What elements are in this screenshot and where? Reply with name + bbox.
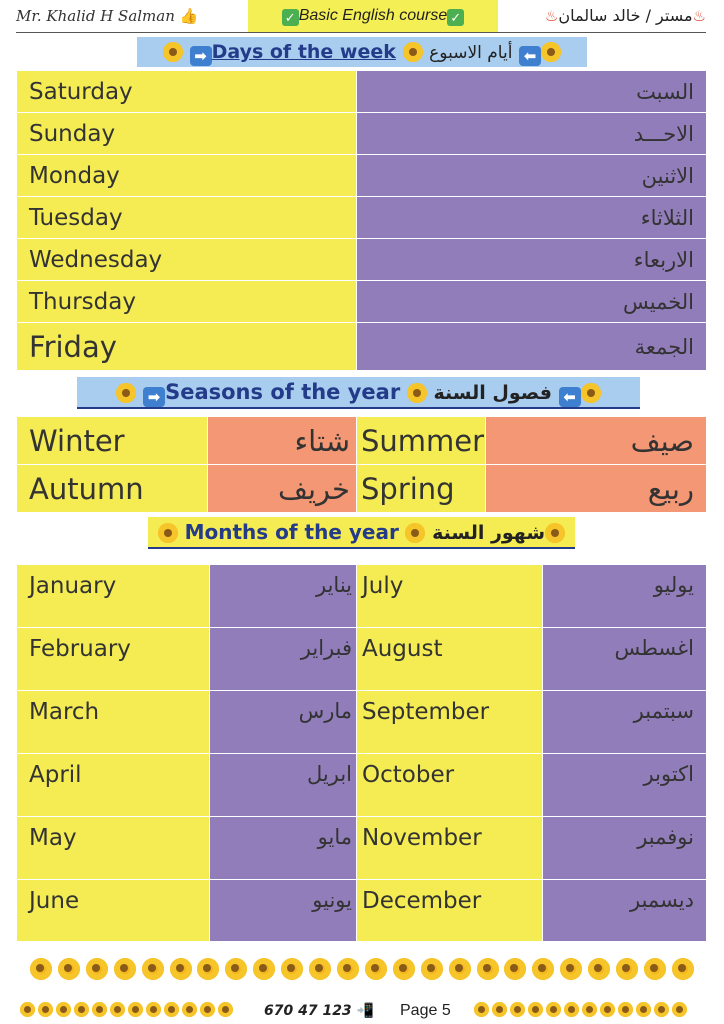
sunflower-icon [403, 42, 423, 62]
month-english: May [17, 817, 210, 880]
season-english: Winter [17, 417, 208, 465]
season-english: Summer [357, 417, 486, 465]
sunflower-icon [407, 383, 427, 403]
sunflower-icon [142, 958, 164, 980]
month-arabic: يوليو [543, 565, 707, 628]
day-english: Friday [17, 323, 357, 371]
sunflower-icon [616, 958, 638, 980]
day-arabic: السبت [357, 71, 707, 113]
sunflower-icon [182, 1002, 197, 1017]
sunflower-icon [560, 958, 582, 980]
table-row [17, 281, 707, 323]
days-table [16, 70, 707, 371]
page-number: Page 5 [400, 1002, 451, 1019]
day-arabic: الاحـــد [357, 113, 707, 155]
day-english: Sunday [17, 113, 357, 155]
season-arabic: خريف [208, 465, 357, 513]
sunflower-icon [163, 42, 183, 62]
check-icon: ✓ [282, 9, 299, 26]
day-english: Monday [17, 155, 357, 197]
table-row [17, 880, 707, 942]
sunflower-icon [545, 523, 565, 543]
sunflower-icon [393, 958, 415, 980]
sunflower-icon [146, 1002, 161, 1017]
table-row [17, 628, 707, 691]
check-icon: ✓ [447, 9, 464, 26]
author-english: Mr. Khalid H Salman 👍 [16, 7, 199, 25]
month-english: June [17, 880, 210, 942]
month-english: October [357, 754, 543, 817]
season-arabic: شتاء [208, 417, 357, 465]
sunflower-icon [38, 1002, 53, 1017]
sunflower-icon [20, 1002, 35, 1017]
month-english: December [357, 880, 543, 942]
month-english: August [357, 628, 543, 691]
table-row [17, 417, 707, 465]
season-arabic: صيف [486, 417, 707, 465]
sunflower-icon [86, 958, 108, 980]
day-english: Wednesday [17, 239, 357, 281]
course-title: ✓ Basic English course ✓ [248, 0, 498, 32]
months-section-title: Months of the year شهور السنة [148, 517, 575, 549]
day-arabic: الاثنين [357, 155, 707, 197]
sunflower-icon [672, 958, 694, 980]
month-arabic: اكتوبر [543, 754, 707, 817]
sunflower-icon [588, 958, 610, 980]
sunflower-border-left [20, 1002, 233, 1017]
days-section-title: ➡ Days of the week أيام الاسبوع ⬅ [137, 37, 587, 67]
sunflower-icon [654, 1002, 669, 1017]
day-arabic: الجمعة [357, 323, 707, 371]
sunflower-icon [504, 958, 526, 980]
month-arabic: مارس [210, 691, 357, 754]
months-table [16, 564, 707, 942]
author-arabic: ♨مستر / خالد سالمان♨ [544, 6, 706, 25]
sunflower-icon [116, 383, 136, 403]
sunflower-icon [30, 958, 52, 980]
arrow-left-icon: ⬅ [559, 387, 581, 407]
sunflower-icon [114, 958, 136, 980]
table-row [17, 754, 707, 817]
sunflower-border [30, 958, 694, 986]
arrow-right-icon: ➡ [190, 46, 212, 66]
sunflower-icon [170, 958, 192, 980]
sunflower-icon [510, 1002, 525, 1017]
arrow-left-icon: ⬅ [519, 46, 541, 66]
sunflower-icon [644, 958, 666, 980]
sunflower-icon [421, 958, 443, 980]
sunflower-icon [337, 958, 359, 980]
page-header [16, 0, 706, 33]
sunflower-icon [56, 1002, 71, 1017]
day-english: Tuesday [17, 197, 357, 239]
day-arabic: الخميس [357, 281, 707, 323]
sunflower-icon [197, 958, 219, 980]
month-arabic: يونيو [210, 880, 357, 942]
sunflower-icon [581, 383, 601, 403]
sunflower-border-right [474, 1002, 687, 1017]
day-arabic: الاربعاء [357, 239, 707, 281]
table-row [17, 465, 707, 513]
sunflower-icon [110, 1002, 125, 1017]
sunflower-icon [365, 958, 387, 980]
month-arabic: نوفمبر [543, 817, 707, 880]
hot-springs-icon: ♨ [544, 7, 559, 25]
month-arabic: ابريل [210, 754, 357, 817]
sunflower-icon [158, 523, 178, 543]
sunflower-icon [449, 958, 471, 980]
sunflower-icon [92, 1002, 107, 1017]
sunflower-icon [74, 1002, 89, 1017]
table-row [17, 155, 707, 197]
table-row [17, 817, 707, 880]
sunflower-icon [253, 958, 275, 980]
sunflower-icon [405, 523, 425, 543]
seasons-table [16, 416, 707, 513]
sunflower-icon [541, 42, 561, 62]
sunflower-icon [528, 1002, 543, 1017]
month-english: January [17, 565, 210, 628]
day-english: Saturday [17, 71, 357, 113]
arrow-right-icon: ➡ [143, 387, 165, 407]
sunflower-icon [477, 958, 499, 980]
mobile-phone-icon: 📲 [356, 1003, 374, 1019]
month-english: April [17, 754, 210, 817]
sunflower-icon [564, 1002, 579, 1017]
sunflower-icon [474, 1002, 489, 1017]
sunflower-icon [582, 1002, 597, 1017]
sunflower-icon [600, 1002, 615, 1017]
sunflower-icon [128, 1002, 143, 1017]
table-row [17, 323, 707, 371]
thumbs-up-icon: 👍 [179, 7, 199, 25]
sunflower-icon [309, 958, 331, 980]
sunflower-icon [58, 958, 80, 980]
seasons-section-title: ➡ Seasons of the year فصول السنة ⬅ [77, 377, 640, 409]
day-english: Thursday [17, 281, 357, 323]
table-row [17, 565, 707, 628]
hot-springs-icon: ♨ [692, 7, 706, 25]
sunflower-icon [546, 1002, 561, 1017]
month-english: September [357, 691, 543, 754]
month-english: February [17, 628, 210, 691]
sunflower-icon [218, 1002, 233, 1017]
season-arabic: ربيع [486, 465, 707, 513]
sunflower-icon [281, 958, 303, 980]
season-english: Spring [357, 465, 486, 513]
page-footer [16, 1000, 706, 1024]
month-arabic: مايو [210, 817, 357, 880]
month-english: July [357, 565, 543, 628]
season-english: Autumn [17, 465, 208, 513]
month-arabic: فبراير [210, 628, 357, 691]
sunflower-icon [618, 1002, 633, 1017]
month-english: March [17, 691, 210, 754]
table-row [17, 113, 707, 155]
sunflower-icon [532, 958, 554, 980]
sunflower-icon [492, 1002, 507, 1017]
day-arabic: الثلاثاء [357, 197, 707, 239]
table-row [17, 691, 707, 754]
month-arabic: ديسمبر [543, 880, 707, 942]
sunflower-icon [636, 1002, 651, 1017]
table-row [17, 239, 707, 281]
sunflower-icon [164, 1002, 179, 1017]
month-arabic: اغسطس [543, 628, 707, 691]
table-row [17, 71, 707, 113]
sunflower-icon [672, 1002, 687, 1017]
phone-number: 670 47 123 📲 [264, 1003, 374, 1019]
sunflower-icon [225, 958, 247, 980]
month-arabic: يناير [210, 565, 357, 628]
sunflower-icon [200, 1002, 215, 1017]
month-arabic: سبتمبر [543, 691, 707, 754]
table-row [17, 197, 707, 239]
month-english: November [357, 817, 543, 880]
